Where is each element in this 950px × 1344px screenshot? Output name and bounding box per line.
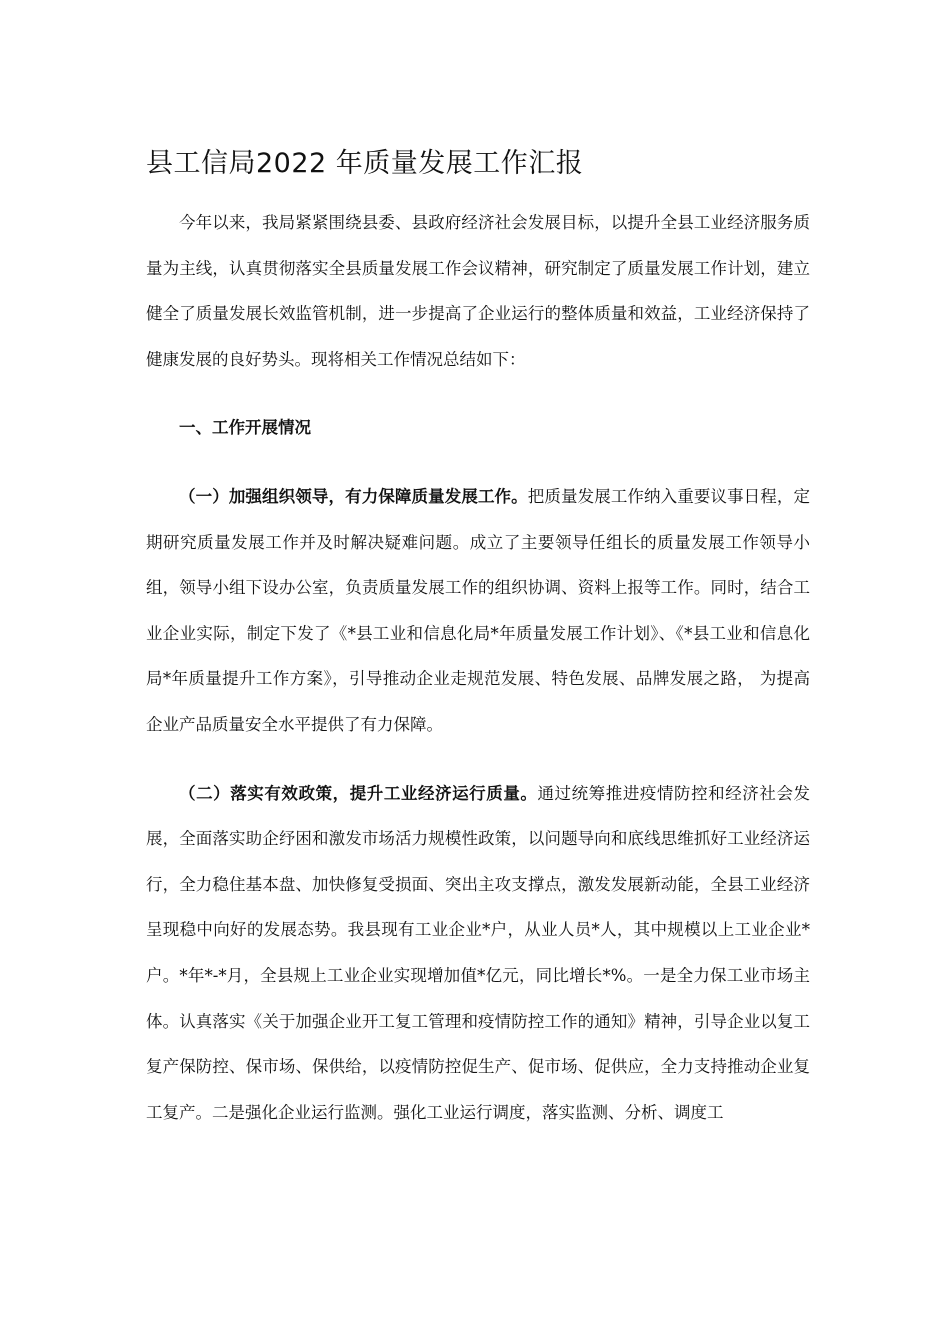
section-item-2 [146, 771, 810, 1136]
section-heading: 一、工作开展情况 [179, 418, 311, 438]
section-item-1 [146, 474, 810, 748]
paragraph-gap [146, 382, 810, 405]
item-2-lead: （二）落实有效政策，提升工业经济运行质量。 [179, 783, 538, 803]
page-title: 县工信局2022 年质量发展工作汇报 [146, 148, 584, 179]
paragraph-gap [146, 748, 810, 771]
intro-paragraph: 今年以来，我局紧紧围绕县委、县政府经济社会发展目标，以提升全县工业经济服务质量为主线，认真贯彻落实全县质量发展工作会议精神，研究制定了质量发展工作计划，建立健全了质量发展长效监管机制，进一步提高了企业运行的整体质量和效益，工业经济保持了健康发展的良好势头。现将相关工作情况总结如下： [146, 213, 810, 369]
item-1-lead: （一）加强组织领导，有力保障质量发展工作。 [179, 486, 528, 506]
paragraph-gap [146, 451, 810, 474]
item-1-body: 把质量发展工作纳入重要议事日程，定期研究质量发展工作并及时解决疑难问题。成立了主要领导任组长的质量发展工作领导小组，领导小组下设办公室，负责质量发展工作的组织协调、资料上报等工作。同时，结合工业企业实际，制定下发了《*县工业和信息化局*年质量发展工作计划》、《*县工业和信息化局*年质量提升工作方案》，引导推动企业走规范发展、特色发展、品牌发展之路， 为提高企业产品质量安全水平提供了有力保障。 [146, 486, 811, 734]
item-2-body: 通过统筹推进疫情防控和经济社会发展，全面落实助企纾困和激发市场活力规模性政策，以问题导向和底线思维抓好工业经济运行，全力稳住基本盘、加快修复受损面、突出主攻支撑点，激发发展新动能，全县工业经济呈现稳中向好的发展态势。我县现有工业企业*户，从业人员*人，其中规模以上工业企业*户。*年*-*月，全县规上工业企业实现增加值*亿元，同比增长*%。一是全力保工业市场主体。认真落实《关于加强企业开工复工管理和疫情防控工作的通知》精神，引导企业以复工复产保防控、保市场、保供给，以疫情防控促生产、促市场、促供应，全力支持推动企业复工复产。二是强化企业运行监测。强化工业运行调度，落实监测、分析、调度工 [146, 783, 811, 1122]
document-body [146, 140, 810, 1135]
